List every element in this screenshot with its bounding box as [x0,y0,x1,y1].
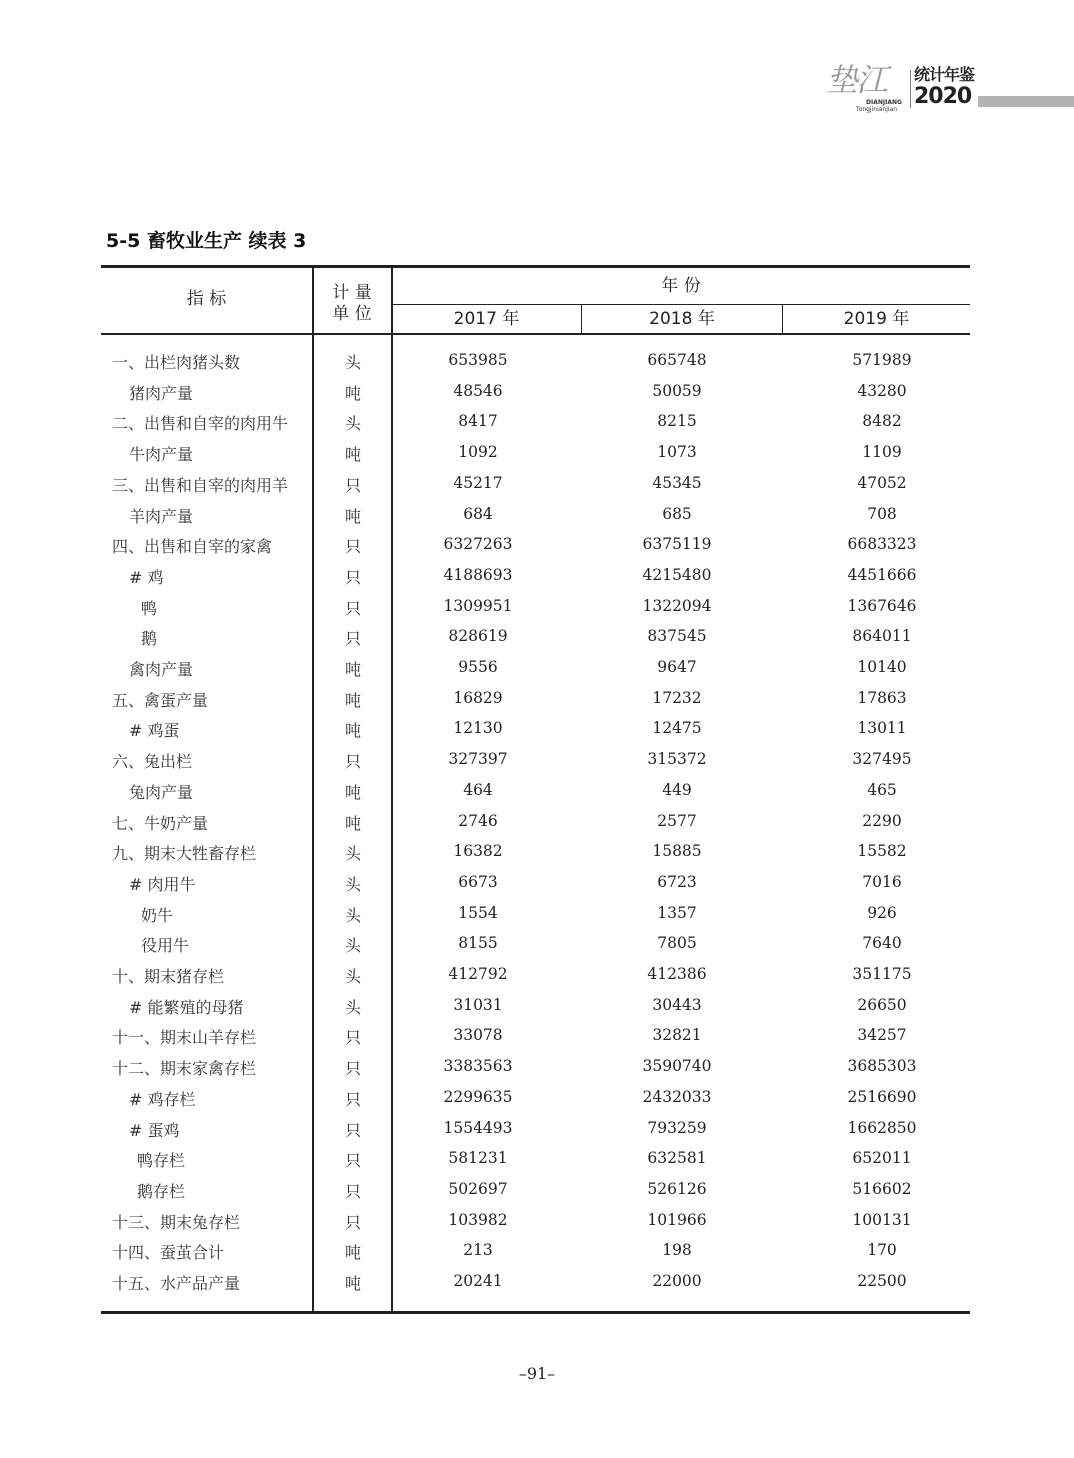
row-unit: 吨 [344,1274,361,1293]
row-value-2019: 2516690 [847,1087,917,1106]
row-value-2017: 464 [463,780,493,799]
row-indicator: 十一、期末山羊存栏 [112,1028,257,1048]
table-title: 5-5 畜牧业生产 续表 3 [106,230,307,252]
row-value-2017: 8417 [458,412,498,431]
row-value-2019: 3685303 [847,1057,917,1076]
row-value-2018: 449 [662,780,692,799]
table-row [101,471,970,501]
row-value-2019: 22500 [857,1272,907,1290]
row-value-2019: 327495 [852,750,912,769]
header-year-group: 年 份 [661,276,701,296]
table-row [101,686,970,716]
row-value-2018: 22000 [652,1272,702,1290]
row-value-2019: 8482 [862,412,902,431]
row-value-2019: 516602 [852,1179,912,1198]
row-value-2017: 2746 [458,811,498,830]
row-unit: 只 [344,1120,361,1140]
table-row [101,839,970,869]
row-indicator: 三、出售和自宰的肉用羊 [112,475,289,495]
row-unit: 头 [344,936,361,956]
row-value-2019: 652011 [852,1149,912,1168]
table-row [101,440,970,470]
row-value-2018: 6375119 [642,535,712,554]
row-value-2017: 327397 [448,750,508,769]
logo-year: 2020 [914,84,972,109]
row-unit: 只 [344,1028,361,1048]
row-value-2018: 9647 [657,658,697,676]
table-row [101,1085,970,1115]
table-row [101,1023,970,1053]
row-unit: 只 [344,1181,361,1201]
row-value-2017: 6327263 [443,535,513,554]
row-value-2017: 20241 [453,1272,503,1290]
row-value-2018: 685 [662,504,692,523]
row-value-2017: 12130 [453,719,503,738]
row-indicator: 鸭 [141,598,158,618]
row-value-2019: 15582 [857,842,907,861]
table-bottom-rule [101,1311,970,1314]
logo-en-1: DIANJIANG [866,99,902,106]
row-value-2019: 926 [867,903,897,922]
row-value-2018: 15885 [652,842,702,861]
row-value-2018: 1073 [657,443,697,462]
row-unit: 头 [344,874,361,894]
row-unit: 吨 [344,721,361,741]
row-indicator: 十三、期末兔存栏 [112,1212,241,1232]
row-value-2017: 581231 [448,1149,508,1168]
row-value-2017: 213 [463,1241,493,1260]
row-indicator: 鹅 [141,629,158,649]
row-value-2018: 3590740 [642,1057,712,1076]
row-indicator: 四、出售和自宰的家禽 [112,537,273,557]
row-value-2018: 632581 [647,1149,707,1168]
row-value-2019: 26650 [857,995,907,1014]
row-unit: 头 [344,997,361,1017]
row-indicator: # 鸡 [129,567,164,587]
row-unit: 吨 [344,660,361,679]
header-indicator: 指 标 [186,289,227,309]
row-value-2017: 31031 [453,995,503,1014]
row-value-2019: 100131 [852,1210,912,1229]
logo-en-2: Tongjinianjian [856,106,898,113]
row-indicator: 七、牛奶产量 [112,813,209,833]
row-indicator: # 肉用牛 [129,874,196,894]
header-year-rule [392,304,970,305]
row-unit: 吨 [344,1243,361,1263]
row-indicator: # 蛋鸡 [129,1120,180,1140]
row-unit: 只 [344,537,361,557]
row-value-2018: 1322094 [642,596,712,615]
header-unit-2: 单 位 [332,304,372,324]
row-value-2017: 3383563 [443,1057,513,1076]
row-value-2019: 17863 [857,688,907,707]
row-value-2018: 665748 [647,351,707,369]
row-value-2018: 6723 [657,872,697,891]
row-unit: 吨 [344,445,361,465]
row-value-2017: 1554493 [443,1118,513,1137]
row-value-2019: 351175 [852,965,912,983]
row-value-2019: 7640 [862,934,902,953]
row-indicator: 十、期末猪存栏 [112,967,225,986]
header-bottom-rule [101,333,970,335]
row-value-2017: 45217 [453,473,503,492]
row-value-2017: 16382 [453,842,503,861]
row-value-2019: 571989 [852,351,912,369]
header-year-2018: 2018 年 [649,309,715,329]
row-indicator: 十四、蚕茧合计 [112,1243,225,1263]
row-value-2017: 828619 [448,627,508,646]
table-row [101,962,970,992]
row-indicator: 二、出售和自宰的肉用牛 [112,414,289,434]
row-unit: 只 [344,1059,361,1079]
row-value-2019: 6683323 [847,535,917,554]
header-year-2017: 2017 年 [453,309,520,329]
table-row [101,778,970,808]
row-indicator: # 鸡蛋 [129,721,180,741]
row-value-2017: 684 [463,504,493,523]
row-unit: 头 [344,844,361,864]
row-indicator: 牛肉产量 [129,445,194,465]
table-row [101,747,970,777]
table-row [101,1054,970,1084]
row-value-2017: 103982 [448,1210,508,1229]
row-unit: 吨 [344,383,361,403]
row-indicator: 一、出栏肉猪头数 [112,353,241,372]
table-row [101,1146,970,1176]
row-unit: 只 [344,629,361,649]
row-value-2019: 4451666 [847,565,917,584]
table-row [101,870,970,900]
row-value-2018: 17232 [652,688,702,707]
row-value-2018: 30443 [652,995,702,1014]
row-value-2017: 6673 [458,872,498,891]
row-value-2017: 1554 [458,903,498,922]
row-value-2017: 9556 [458,658,498,676]
row-value-2017: 1092 [458,443,498,462]
row-indicator: 九、期末大牲畜存栏 [112,844,257,864]
row-value-2018: 32821 [652,1026,702,1045]
logo-brush-text: 垫江 [826,61,887,99]
row-value-2019: 34257 [857,1026,907,1045]
table-row [101,348,970,378]
row-value-2018: 793259 [647,1118,707,1137]
table-row [101,594,970,624]
table-row [101,1238,970,1268]
row-value-2019: 864011 [852,627,912,646]
row-unit: 只 [344,475,361,495]
table-row [101,1116,970,1146]
logo-divider [910,70,911,108]
row-indicator: 五、禽蛋产量 [112,690,209,710]
row-value-2017: 412792 [448,965,508,983]
row-value-2018: 12475 [652,719,702,738]
row-unit: 只 [344,1151,361,1171]
row-unit: 头 [344,414,361,434]
table-row [101,1177,970,1207]
row-value-2018: 526126 [647,1179,707,1198]
row-unit: 头 [344,905,361,925]
table-top-rule [101,265,970,268]
row-indicator: 鸭存栏 [137,1151,186,1171]
row-value-2018: 2577 [657,811,697,830]
table-row [101,1269,970,1299]
row-value-2017: 48546 [453,381,503,400]
row-indicator: 鹅存栏 [137,1181,186,1201]
row-unit: 只 [344,1089,361,1109]
row-unit: 只 [344,567,361,587]
row-unit: 只 [344,752,361,772]
page-number: –91– [518,1364,556,1383]
row-value-2019: 1109 [862,443,902,462]
row-value-2019: 1367646 [847,596,917,615]
row-value-2018: 50059 [652,381,702,400]
row-value-2017: 2299635 [443,1087,513,1106]
row-value-2018: 1357 [657,903,697,922]
row-indicator: 猪肉产量 [129,383,194,403]
row-value-2018: 45345 [652,473,702,492]
row-value-2019: 1662850 [847,1118,917,1137]
header-bar [978,96,1074,107]
row-indicator: 十二、期末家禽存栏 [112,1059,257,1079]
table-row [101,624,970,654]
row-unit: 吨 [344,782,361,802]
row-unit: 头 [344,353,361,372]
row-value-2019: 2290 [862,811,902,830]
row-value-2018: 7805 [657,934,697,953]
table-row [101,931,970,961]
row-value-2018: 101966 [647,1210,707,1229]
row-unit: 吨 [344,506,361,526]
yearbook-logo [826,62,1074,114]
table-row [101,532,970,562]
row-value-2017: 8155 [458,934,498,953]
table-row [101,993,970,1023]
header-year-2019: 2019 年 [843,309,910,329]
row-value-2018: 412386 [647,965,707,983]
row-value-2018: 4215480 [642,565,712,584]
row-unit: 头 [344,967,361,986]
row-indicator: # 能繁殖的母猪 [129,997,244,1017]
row-value-2018: 2432033 [642,1087,712,1106]
table-row [101,655,970,685]
row-value-2019: 7016 [862,872,902,891]
table-row [101,409,970,439]
row-value-2017: 653985 [448,351,508,369]
row-indicator: # 鸡存栏 [129,1089,196,1109]
row-unit: 只 [344,1212,361,1232]
table-row [101,809,970,839]
row-unit: 吨 [344,690,361,710]
row-indicator: 禽肉产量 [129,660,194,679]
row-value-2019: 170 [867,1241,897,1260]
row-value-2017: 1309951 [443,596,513,615]
row-value-2017: 502697 [448,1179,508,1198]
row-value-2019: 47052 [857,473,907,492]
row-unit: 吨 [344,813,361,833]
row-value-2019: 465 [867,780,897,799]
row-indicator: 羊肉产量 [129,506,194,526]
row-value-2017: 4188693 [443,565,513,584]
row-indicator: 兔肉产量 [129,782,194,802]
header-unit-1: 计 量 [332,283,372,303]
row-value-2019: 10140 [857,658,907,676]
row-indicator: 十五、水产品产量 [112,1274,241,1293]
table-row [101,563,970,593]
table-row [101,716,970,746]
row-value-2018: 198 [662,1241,692,1260]
table-row [101,1208,970,1238]
table-row [101,901,970,931]
table-row [101,502,970,532]
row-indicator: 役用牛 [141,936,190,956]
table-row [101,379,970,409]
logo-cn-text: 统计年鉴 [914,65,975,84]
row-indicator: 奶牛 [141,905,174,925]
row-indicator: 六、兔出栏 [112,752,193,772]
row-value-2017: 33078 [453,1026,503,1045]
row-value-2019: 43280 [857,381,907,400]
row-value-2018: 837545 [647,627,707,646]
row-unit: 只 [344,598,361,618]
row-value-2018: 8215 [657,412,697,431]
row-value-2019: 708 [867,504,897,523]
row-value-2018: 315372 [647,750,707,769]
row-value-2017: 16829 [453,688,503,707]
row-value-2019: 13011 [857,719,907,738]
